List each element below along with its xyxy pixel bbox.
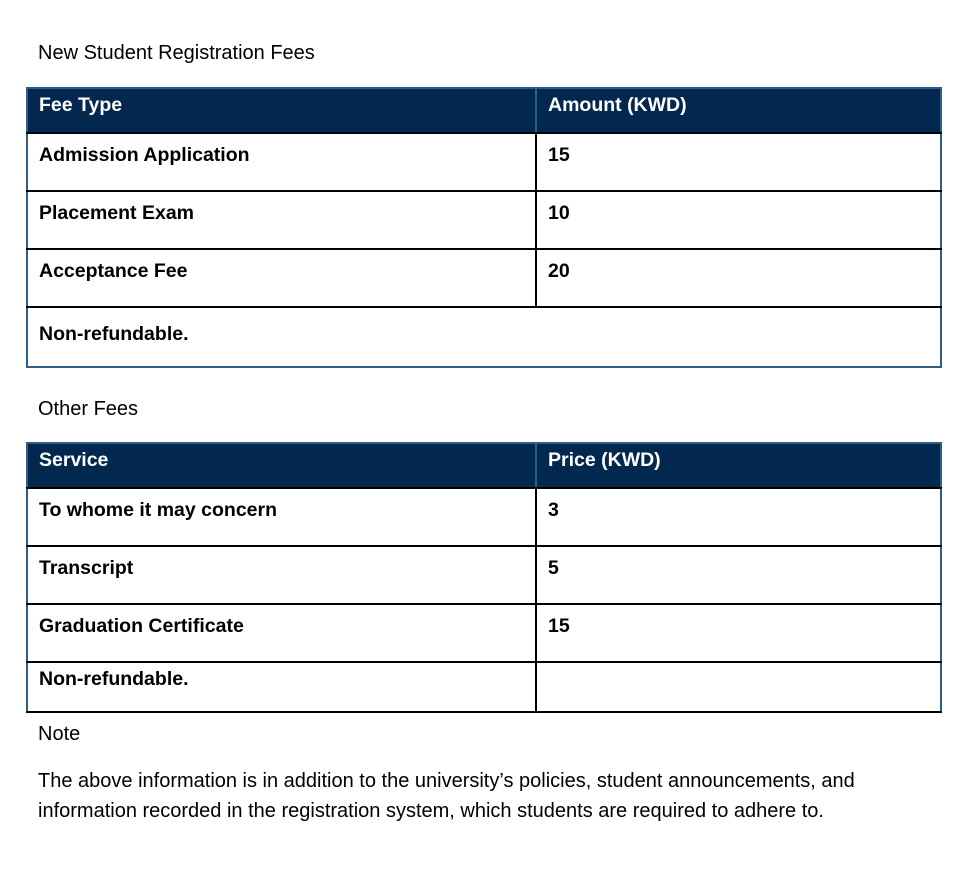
footnote-row <box>27 662 941 712</box>
service-cell: To whome it may concern <box>27 488 536 546</box>
table-row <box>27 546 941 604</box>
empty-cell <box>536 662 941 712</box>
amount-cell: 15 <box>536 133 941 191</box>
other-fees-heading: Other Fees <box>38 398 139 420</box>
table-header-row <box>27 443 941 488</box>
amount-cell: 20 <box>536 249 941 307</box>
footnote-row <box>27 307 941 367</box>
non-refundable-note: Non-refundable. <box>27 662 536 712</box>
fee-type-column-header: Fee Type <box>27 88 536 133</box>
registration-fees-table <box>26 87 942 368</box>
fee-type-cell: Acceptance Fee <box>27 249 536 307</box>
price-cell: 15 <box>536 604 941 662</box>
table-row <box>27 488 941 546</box>
non-refundable-note: Non-refundable. <box>27 307 941 367</box>
note-heading: Note <box>38 723 81 745</box>
note-paragraph: The above information is in addition to the university’s policies, student announcements, and information recorded in the registration system, which students are required to adhere to. <box>38 770 855 822</box>
service-column-header: Service <box>27 443 536 488</box>
other-fees-table <box>26 442 942 713</box>
service-cell: Transcript <box>27 546 536 604</box>
table-row <box>27 249 941 307</box>
fee-type-cell: Admission Application <box>27 133 536 191</box>
table-row <box>27 604 941 662</box>
amount-cell: 10 <box>536 191 941 249</box>
registration-fees-heading: New Student Registration Fees <box>38 42 315 64</box>
table-header-row <box>27 88 941 133</box>
price-column-header: Price (KWD) <box>536 443 941 488</box>
price-cell: 3 <box>536 488 941 546</box>
fee-type-cell: Placement Exam <box>27 191 536 249</box>
service-cell: Graduation Certificate <box>27 604 536 662</box>
table-row <box>27 191 941 249</box>
amount-column-header: Amount (KWD) <box>536 88 941 133</box>
price-cell: 5 <box>536 546 941 604</box>
table-row <box>27 133 941 191</box>
